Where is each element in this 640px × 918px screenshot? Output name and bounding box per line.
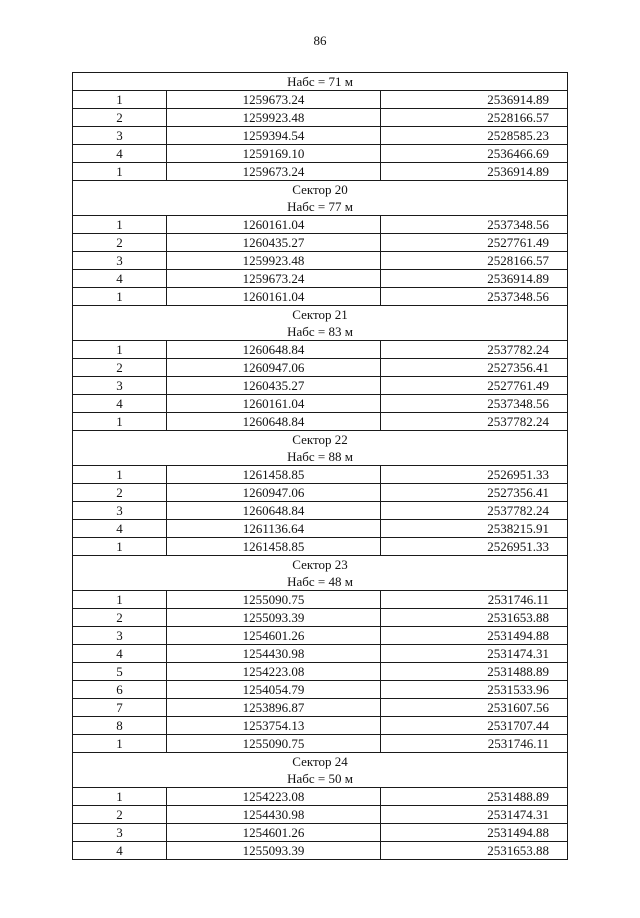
point-number-cell: 4 [73, 145, 167, 163]
y-coordinate-cell: 2536914.89 [381, 163, 568, 181]
x-coordinate-cell: 1253754.13 [167, 717, 381, 735]
x-coordinate-cell: 1259923.48 [167, 252, 381, 270]
point-number-cell: 2 [73, 806, 167, 824]
x-coordinate-cell: 1259169.10 [167, 145, 381, 163]
table-row [73, 717, 568, 735]
table-row [73, 234, 568, 252]
point-number-cell: 1 [73, 341, 167, 359]
x-coordinate-cell: 1255093.39 [167, 609, 381, 627]
point-number-cell: 2 [73, 484, 167, 502]
y-coordinate-cell: 2526951.33 [381, 466, 568, 484]
x-coordinate-cell: 1259673.24 [167, 91, 381, 109]
sector-title: Сектор 20 [292, 182, 348, 197]
y-coordinate-cell: 2531746.11 [381, 591, 568, 609]
x-coordinate-cell: 1253896.87 [167, 699, 381, 717]
x-coordinate-cell: 1261136.64 [167, 520, 381, 538]
y-coordinate-cell: 2531607.56 [381, 699, 568, 717]
sector-title: Сектор 24 [292, 754, 348, 769]
sector-height-label: Набс = 71 м [287, 74, 353, 89]
x-coordinate-cell: 1254601.26 [167, 627, 381, 645]
y-coordinate-cell: 2531494.88 [381, 627, 568, 645]
sector-title: Сектор 23 [292, 557, 348, 572]
x-coordinate-cell: 1260161.04 [167, 395, 381, 413]
coordinates-table-body [73, 73, 568, 860]
table-row [73, 145, 568, 163]
x-coordinate-cell: 1260161.04 [167, 288, 381, 306]
point-number-cell: 5 [73, 663, 167, 681]
point-number-cell: 1 [73, 91, 167, 109]
y-coordinate-cell: 2537348.56 [381, 395, 568, 413]
x-coordinate-cell: 1260161.04 [167, 216, 381, 234]
x-coordinate-cell: 1260947.06 [167, 359, 381, 377]
point-number-cell: 2 [73, 609, 167, 627]
sector-height-label: Набс = 50 м [287, 771, 353, 786]
table-row [73, 699, 568, 717]
point-number-cell: 2 [73, 359, 167, 377]
y-coordinate-cell: 2531474.31 [381, 806, 568, 824]
point-number-cell: 3 [73, 127, 167, 145]
y-coordinate-cell: 2531653.88 [381, 609, 568, 627]
point-number-cell: 1 [73, 735, 167, 753]
sector-header [73, 431, 568, 466]
table-row [73, 377, 568, 395]
y-coordinate-cell: 2531707.44 [381, 717, 568, 735]
y-coordinate-cell: 2527761.49 [381, 234, 568, 252]
x-coordinate-cell: 1255090.75 [167, 735, 381, 753]
y-coordinate-cell: 2526951.33 [381, 538, 568, 556]
point-number-cell: 1 [73, 788, 167, 806]
point-number-cell: 1 [73, 538, 167, 556]
table-row [73, 359, 568, 377]
table-row [73, 288, 568, 306]
table-row [73, 663, 568, 681]
x-coordinate-cell: 1255090.75 [167, 591, 381, 609]
x-coordinate-cell: 1260648.84 [167, 341, 381, 359]
y-coordinate-cell: 2537348.56 [381, 216, 568, 234]
y-coordinate-cell: 2528166.57 [381, 109, 568, 127]
x-coordinate-cell: 1254601.26 [167, 824, 381, 842]
table-row [73, 127, 568, 145]
point-number-cell: 4 [73, 520, 167, 538]
y-coordinate-cell: 2527356.41 [381, 359, 568, 377]
x-coordinate-cell: 1259673.24 [167, 163, 381, 181]
x-coordinate-cell: 1261458.85 [167, 538, 381, 556]
x-coordinate-cell: 1259394.54 [167, 127, 381, 145]
y-coordinate-cell: 2537348.56 [381, 288, 568, 306]
sector-header [73, 181, 568, 216]
y-coordinate-cell: 2527356.41 [381, 484, 568, 502]
table-row [73, 538, 568, 556]
sector-header-row [73, 431, 568, 466]
y-coordinate-cell: 2528585.23 [381, 127, 568, 145]
sector-header-row [73, 753, 568, 788]
y-coordinate-cell: 2531653.88 [381, 842, 568, 860]
x-coordinate-cell: 1260947.06 [167, 484, 381, 502]
y-coordinate-cell: 2528166.57 [381, 252, 568, 270]
table-row [73, 681, 568, 699]
table-row [73, 252, 568, 270]
table-row [73, 413, 568, 431]
point-number-cell: 1 [73, 413, 167, 431]
sector-height-label: Набс = 83 м [287, 324, 353, 339]
table-row [73, 842, 568, 860]
sector-height-label: Набс = 88 м [287, 449, 353, 464]
point-number-cell: 2 [73, 234, 167, 252]
y-coordinate-cell: 2536914.89 [381, 270, 568, 288]
sector-header [73, 306, 568, 341]
point-number-cell: 4 [73, 270, 167, 288]
x-coordinate-cell: 1255093.39 [167, 842, 381, 860]
x-coordinate-cell: 1259673.24 [167, 270, 381, 288]
table-row [73, 163, 568, 181]
table-row [73, 735, 568, 753]
point-number-cell: 1 [73, 288, 167, 306]
sector-header [73, 753, 568, 788]
point-number-cell: 1 [73, 216, 167, 234]
x-coordinate-cell: 1259923.48 [167, 109, 381, 127]
point-number-cell: 1 [73, 163, 167, 181]
sector-header-row [73, 181, 568, 216]
x-coordinate-cell: 1260648.84 [167, 413, 381, 431]
table-row [73, 341, 568, 359]
y-coordinate-cell: 2537782.24 [381, 413, 568, 431]
point-number-cell: 1 [73, 466, 167, 484]
point-number-cell: 3 [73, 824, 167, 842]
table-row [73, 591, 568, 609]
y-coordinate-cell: 2531474.31 [381, 645, 568, 663]
table-row [73, 484, 568, 502]
point-number-cell: 2 [73, 109, 167, 127]
table-row [73, 216, 568, 234]
table-row [73, 824, 568, 842]
y-coordinate-cell: 2531488.89 [381, 663, 568, 681]
table-row [73, 502, 568, 520]
table-row [73, 609, 568, 627]
point-number-cell: 4 [73, 645, 167, 663]
sector-header [73, 556, 568, 591]
page-number: 86 [313, 33, 327, 48]
table-row [73, 395, 568, 413]
table-row [73, 109, 568, 127]
x-coordinate-cell: 1261458.85 [167, 466, 381, 484]
x-coordinate-cell: 1260435.27 [167, 377, 381, 395]
sector-header [73, 73, 568, 91]
point-number-cell: 3 [73, 377, 167, 395]
y-coordinate-cell: 2537782.24 [381, 502, 568, 520]
point-number-cell: 6 [73, 681, 167, 699]
y-coordinate-cell: 2537782.24 [381, 341, 568, 359]
sector-header-row [73, 556, 568, 591]
x-coordinate-cell: 1254054.79 [167, 681, 381, 699]
point-number-cell: 3 [73, 627, 167, 645]
table-row [73, 520, 568, 538]
table-row [73, 466, 568, 484]
y-coordinate-cell: 2531746.11 [381, 735, 568, 753]
point-number-cell: 4 [73, 842, 167, 860]
table-row [73, 91, 568, 109]
y-coordinate-cell: 2531494.88 [381, 824, 568, 842]
x-coordinate-cell: 1260435.27 [167, 234, 381, 252]
point-number-cell: 1 [73, 591, 167, 609]
table-row [73, 788, 568, 806]
point-number-cell: 8 [73, 717, 167, 735]
point-number-cell: 7 [73, 699, 167, 717]
x-coordinate-cell: 1254430.98 [167, 645, 381, 663]
y-coordinate-cell: 2538215.91 [381, 520, 568, 538]
table-row [73, 806, 568, 824]
y-coordinate-cell: 2536466.69 [381, 145, 568, 163]
y-coordinate-cell: 2536914.89 [381, 91, 568, 109]
point-number-cell: 4 [73, 395, 167, 413]
y-coordinate-cell: 2527761.49 [381, 377, 568, 395]
x-coordinate-cell: 1254223.08 [167, 788, 381, 806]
sector-header-row [73, 73, 568, 91]
x-coordinate-cell: 1260648.84 [167, 502, 381, 520]
table-row [73, 627, 568, 645]
table-row [73, 270, 568, 288]
x-coordinate-cell: 1254223.08 [167, 663, 381, 681]
table-row [73, 645, 568, 663]
y-coordinate-cell: 2531533.96 [381, 681, 568, 699]
x-coordinate-cell: 1254430.98 [167, 806, 381, 824]
sector-height-label: Набс = 48 м [287, 574, 353, 589]
sector-title: Сектор 22 [292, 432, 348, 447]
sector-title: Сектор 21 [292, 307, 348, 322]
sector-height-label: Набс = 77 м [287, 199, 353, 214]
coordinates-table [72, 72, 568, 860]
point-number-cell: 3 [73, 502, 167, 520]
point-number-cell: 3 [73, 252, 167, 270]
sector-header-row [73, 306, 568, 341]
y-coordinate-cell: 2531488.89 [381, 788, 568, 806]
